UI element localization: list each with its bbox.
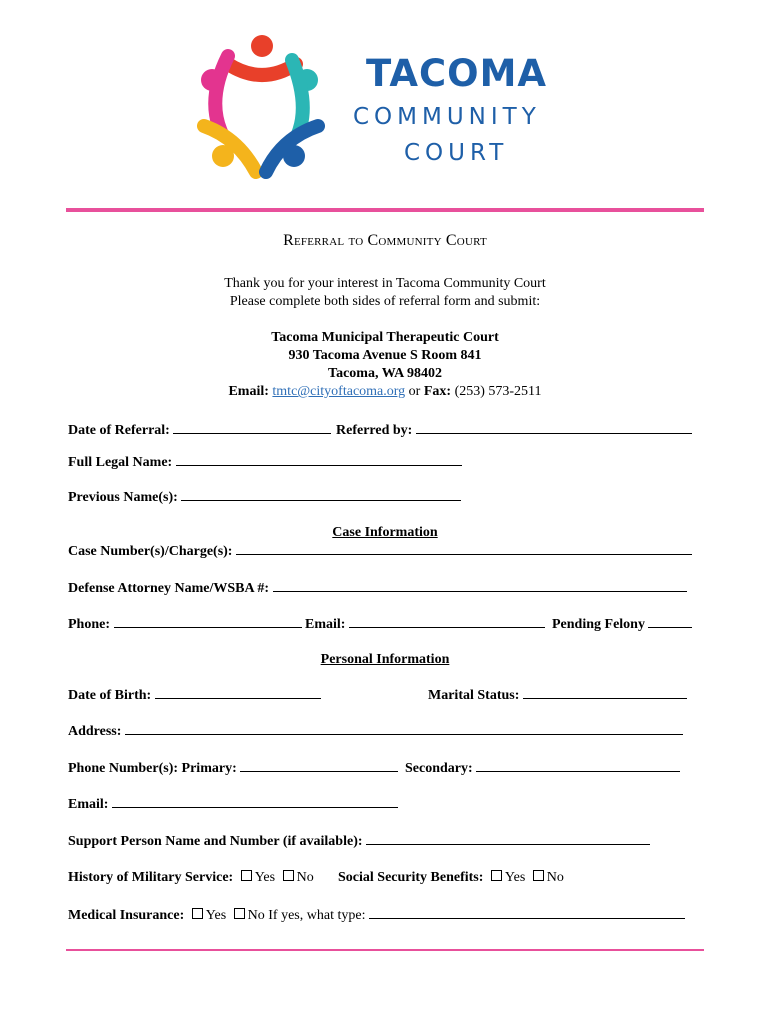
address-row xyxy=(68,723,683,740)
military-no-label: No xyxy=(296,870,314,885)
email-link[interactable]: tmtc@cityoftacoma.org xyxy=(272,384,406,399)
defense-attorney-row xyxy=(68,580,687,597)
social-security-no-checkbox[interactable] xyxy=(533,870,544,881)
insurance-type-label: If yes, what type: xyxy=(268,908,366,923)
date-of-birth-label: Date of Birth: xyxy=(68,688,152,703)
marital-status-row xyxy=(428,687,687,704)
fax-label: Fax: xyxy=(423,384,452,399)
marital-status-field[interactable] xyxy=(523,687,687,699)
address-line-3: Tacoma, WA 98402 xyxy=(328,366,442,381)
full-legal-name-field[interactable] xyxy=(176,454,462,466)
pending-felony-label: Pending Felony xyxy=(552,617,645,632)
referred-by-field[interactable] xyxy=(416,422,692,434)
logo-wordmark-tacoma: TACOMA xyxy=(366,52,548,95)
phone-secondary-label: Secondary: xyxy=(405,761,473,776)
support-person-field[interactable] xyxy=(366,833,650,845)
pending-felony-row xyxy=(552,616,692,633)
attorney-email-label: Email: xyxy=(305,617,346,632)
medical-insurance-label: Medical Insurance: xyxy=(68,908,185,923)
defense-attorney-label: Defense Attorney Name/WSBA #: xyxy=(68,581,270,596)
marital-status-label: Marital Status: xyxy=(428,688,520,703)
phone-secondary-field[interactable] xyxy=(476,760,680,772)
logo-wordmark-community: COMMUNITY xyxy=(353,104,541,130)
header-divider xyxy=(66,208,704,212)
social-security-row xyxy=(338,870,564,886)
intro-line-2: Please complete both sides of referral form and submit: xyxy=(229,294,541,309)
phone-secondary-row xyxy=(405,760,680,777)
full-legal-name-label: Full Legal Name: xyxy=(68,455,173,470)
insurance-yes-checkbox[interactable] xyxy=(192,908,203,919)
phone-primary-label: Phone Number(s): Primary: xyxy=(68,761,237,776)
personal-information-heading: Personal Information xyxy=(320,652,450,667)
attorney-email-field[interactable] xyxy=(349,616,545,628)
pending-felony-field[interactable] xyxy=(648,616,692,628)
logo-wordmark-court: COURT xyxy=(404,140,509,166)
date-of-referral-row xyxy=(68,422,331,439)
insurance-type-field[interactable] xyxy=(369,907,685,919)
case-numbers-row xyxy=(68,543,692,560)
personal-email-label: Email: xyxy=(68,797,109,812)
personal-email-row xyxy=(68,796,398,813)
attorney-phone-field[interactable] xyxy=(114,616,302,628)
address-label: Address: xyxy=(68,724,122,739)
insurance-yes-label: Yes xyxy=(205,908,227,923)
email-label: Email: xyxy=(228,384,269,399)
attorney-email-row xyxy=(305,616,545,633)
military-service-row xyxy=(68,870,314,886)
date-of-birth-field[interactable] xyxy=(155,687,321,699)
date-of-referral-label: Date of Referral: xyxy=(68,423,170,438)
previous-names-field[interactable] xyxy=(181,489,461,501)
full-legal-name-row xyxy=(68,454,462,471)
social-security-yes-label: Yes xyxy=(504,870,526,885)
address-field[interactable] xyxy=(125,723,683,735)
address-line-1: Tacoma Municipal Therapeutic Court xyxy=(271,330,499,345)
intro-line-1: Thank you for your interest in Tacoma Community Court xyxy=(224,276,546,291)
phone-primary-field[interactable] xyxy=(240,760,398,772)
military-yes-checkbox[interactable] xyxy=(241,870,252,881)
social-security-yes-checkbox[interactable] xyxy=(491,870,502,881)
medical-insurance-row xyxy=(68,907,685,924)
military-no-checkbox[interactable] xyxy=(283,870,294,881)
insurance-no-checkbox[interactable] xyxy=(234,908,245,919)
date-of-birth-row xyxy=(68,687,321,704)
fax-number: (253) 573-2511 xyxy=(454,384,542,399)
personal-email-field[interactable] xyxy=(112,796,398,808)
attorney-phone-row xyxy=(68,616,302,633)
social-security-no-label: No xyxy=(546,870,564,885)
date-of-referral-field[interactable] xyxy=(173,422,331,434)
case-information-heading: Case Information xyxy=(332,525,438,540)
phone-primary-row xyxy=(68,760,398,777)
support-person-label: Support Person Name and Number (if available): xyxy=(68,834,363,849)
military-service-label: History of Military Service: xyxy=(68,870,234,885)
referred-by-row xyxy=(336,422,692,439)
social-security-label: Social Security Benefits: xyxy=(338,870,484,885)
or-text: or xyxy=(408,384,421,399)
contact-line xyxy=(0,384,770,400)
address-line-2: 930 Tacoma Avenue S Room 841 xyxy=(288,348,482,363)
case-numbers-field[interactable] xyxy=(236,543,692,555)
previous-names-row xyxy=(68,489,461,506)
defense-attorney-field[interactable] xyxy=(273,580,687,592)
referred-by-label: Referred by: xyxy=(336,423,413,438)
tacoma-community-court-logo xyxy=(190,34,335,179)
insurance-no-label: No xyxy=(247,908,265,923)
footer-divider xyxy=(66,949,704,951)
previous-names-label: Previous Name(s): xyxy=(68,490,178,505)
military-yes-label: Yes xyxy=(254,870,276,885)
case-numbers-label: Case Number(s)/Charge(s): xyxy=(68,544,233,559)
form-title: Referral to Community Court xyxy=(283,232,487,249)
support-person-row xyxy=(68,833,650,850)
attorney-phone-label: Phone: xyxy=(68,617,110,632)
